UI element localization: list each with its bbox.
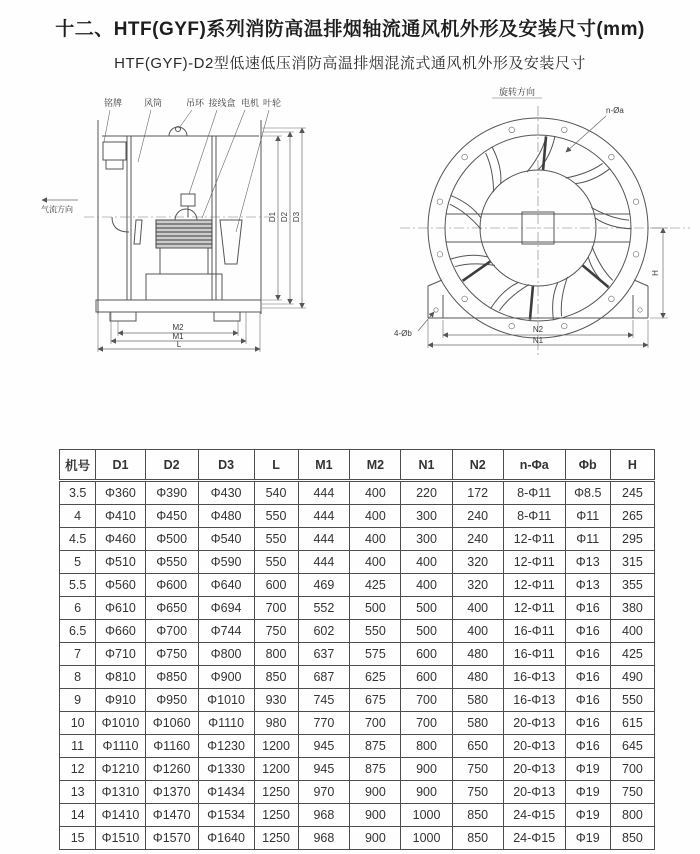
base-holes-label: 4-Øb xyxy=(394,329,412,338)
table-cell: 900 xyxy=(350,804,401,827)
table-cell: 700 xyxy=(254,597,298,620)
column-header: H xyxy=(610,450,654,481)
table-cell: 550 xyxy=(350,620,401,643)
table-cell: Φ16 xyxy=(565,689,610,712)
table-cell: 490 xyxy=(610,666,654,689)
table-cell: 320 xyxy=(452,551,503,574)
d1-dim-label: D1 xyxy=(268,211,277,223)
table-cell: 295 xyxy=(610,528,654,551)
l-dim-label: L xyxy=(176,340,182,349)
nameplate xyxy=(103,142,126,169)
table-cell: Φ650 xyxy=(145,597,198,620)
table-cell: 220 xyxy=(401,481,452,505)
table-cell: Φ1410 xyxy=(96,804,145,827)
table-cell: 6.5 xyxy=(60,620,96,643)
table-cell: 1250 xyxy=(254,804,298,827)
table-cell: 425 xyxy=(350,574,401,597)
column-header: D2 xyxy=(145,450,198,481)
table-cell: Φ19 xyxy=(565,781,610,804)
table-cell: 550 xyxy=(254,551,298,574)
table-cell: Φ1210 xyxy=(96,758,145,781)
table-cell: 945 xyxy=(298,758,350,781)
rotation-direction-label: 旋转方向 xyxy=(498,87,536,97)
table-cell: 444 xyxy=(298,505,350,528)
table-cell: 12-Φ11 xyxy=(503,597,565,620)
table-cell: 8-Φ11 xyxy=(503,481,565,505)
bolt-holes-label: n-Øa xyxy=(606,106,624,115)
table-cell: 800 xyxy=(401,735,452,758)
table-cell: 750 xyxy=(452,781,503,804)
table-cell: 5.5 xyxy=(60,574,96,597)
base-dimensions xyxy=(428,320,648,348)
table-cell: 300 xyxy=(401,505,452,528)
impeller-label: 叶轮 xyxy=(262,98,282,108)
airflow-label: 气流方向 xyxy=(41,205,73,214)
table-cell: 900 xyxy=(350,827,401,850)
table-cell: 875 xyxy=(350,758,401,781)
table-cell: 4.5 xyxy=(60,528,96,551)
table-cell: Φ19 xyxy=(565,804,610,827)
bolt-holes-callout xyxy=(566,106,624,152)
table-cell: 875 xyxy=(350,735,401,758)
lifting-ring-label: 吊环 xyxy=(185,98,205,108)
table-cell: 245 xyxy=(610,481,654,505)
table-cell: 5 xyxy=(60,551,96,574)
table-cell: 550 xyxy=(610,689,654,712)
column-header: M2 xyxy=(350,450,401,481)
d3-dim-label: D3 xyxy=(292,211,301,223)
table-cell: Φ610 xyxy=(96,597,145,620)
table-cell: Φ16 xyxy=(565,643,610,666)
mounting-base xyxy=(96,300,261,321)
table-cell: 6 xyxy=(60,597,96,620)
table-cell: Φ390 xyxy=(145,481,198,505)
column-header: D3 xyxy=(198,450,254,481)
table-cell: 10 xyxy=(60,712,96,735)
table-cell: 700 xyxy=(350,712,401,735)
table-cell: 700 xyxy=(401,689,452,712)
table-row xyxy=(60,528,655,551)
table-cell: 400 xyxy=(350,551,401,574)
table-cell: 602 xyxy=(298,620,350,643)
leader-lines xyxy=(104,110,269,232)
table-cell: 320 xyxy=(452,574,503,597)
side-view-drawing xyxy=(26,84,371,376)
table-cell: 600 xyxy=(401,643,452,666)
table-row xyxy=(60,551,655,574)
duct-label: 风筒 xyxy=(143,98,163,108)
table-cell: 12-Φ11 xyxy=(503,528,565,551)
table-cell: 469 xyxy=(298,574,350,597)
table-row xyxy=(60,643,655,666)
n2-dim-label: N2 xyxy=(532,325,544,334)
table-row xyxy=(60,804,655,827)
table-cell: 645 xyxy=(610,735,654,758)
table-cell: 400 xyxy=(350,481,401,505)
table-cell: Φ1010 xyxy=(198,689,254,712)
table-cell: 700 xyxy=(401,712,452,735)
m1-dim-label: M1 xyxy=(172,332,184,341)
table-cell: 265 xyxy=(610,505,654,528)
table-cell: 500 xyxy=(401,597,452,620)
table-cell: 444 xyxy=(298,481,350,505)
table-cell: 900 xyxy=(350,781,401,804)
table-cell: 850 xyxy=(452,804,503,827)
table-cell: Φ410 xyxy=(96,505,145,528)
table-cell: 850 xyxy=(254,666,298,689)
h-dim-label: H xyxy=(651,270,660,276)
table-cell: Φ1160 xyxy=(145,735,198,758)
header-row xyxy=(60,450,655,481)
table-row xyxy=(60,735,655,758)
junction-box xyxy=(181,194,195,217)
table-cell: Φ1330 xyxy=(198,758,254,781)
column-header: N1 xyxy=(401,450,452,481)
table-cell: Φ800 xyxy=(198,643,254,666)
table-cell: Φ16 xyxy=(565,735,610,758)
page-subtitle: HTF(GYF)-D2型低速低压消防高温排烟混流式通风机外形及安装尺寸 xyxy=(114,55,586,72)
table-cell: 400 xyxy=(610,620,654,643)
table-cell: 945 xyxy=(298,735,350,758)
spec-table xyxy=(59,449,655,850)
table-row xyxy=(60,758,655,781)
table-cell: 16-Φ13 xyxy=(503,666,565,689)
table-cell: 300 xyxy=(401,528,452,551)
table-cell: 1000 xyxy=(401,804,452,827)
table-cell: Φ950 xyxy=(145,689,198,712)
table-cell: Φ11 xyxy=(565,528,610,551)
table-cell: Φ510 xyxy=(96,551,145,574)
table-cell: 8 xyxy=(60,666,96,689)
column-header: Φb xyxy=(565,450,610,481)
table-cell: 444 xyxy=(298,528,350,551)
table-cell: Φ900 xyxy=(198,666,254,689)
table-cell: 1250 xyxy=(254,781,298,804)
diameter-dimensions xyxy=(262,128,306,308)
table-cell: 1000 xyxy=(401,827,452,850)
table-cell: Φ1470 xyxy=(145,804,198,827)
table-cell: 400 xyxy=(350,528,401,551)
table-cell: Φ744 xyxy=(198,620,254,643)
table-cell: 750 xyxy=(452,758,503,781)
table-cell: 16-Φ11 xyxy=(503,620,565,643)
table-cell: 11 xyxy=(60,735,96,758)
table-cell: 240 xyxy=(452,505,503,528)
table-cell: 580 xyxy=(452,689,503,712)
table-cell: 650 xyxy=(452,735,503,758)
table-cell: 1250 xyxy=(254,827,298,850)
table-row xyxy=(60,666,655,689)
table-row xyxy=(60,620,655,643)
table-cell: 444 xyxy=(298,551,350,574)
table-cell: Φ1434 xyxy=(198,781,254,804)
table-cell: Φ540 xyxy=(198,528,254,551)
table-cell: 355 xyxy=(610,574,654,597)
table-cell: 24-Φ15 xyxy=(503,804,565,827)
table-cell: 480 xyxy=(452,643,503,666)
table-cell: Φ700 xyxy=(145,620,198,643)
table-cell: Φ500 xyxy=(145,528,198,551)
table-cell: 600 xyxy=(401,666,452,689)
table-cell: 3.5 xyxy=(60,481,96,505)
spec-table-body xyxy=(60,481,655,850)
table-cell: 850 xyxy=(610,827,654,850)
table-cell: Φ11 xyxy=(565,505,610,528)
table-cell: Φ600 xyxy=(145,574,198,597)
table-cell: Φ590 xyxy=(198,551,254,574)
table-cell: Φ16 xyxy=(565,666,610,689)
table-cell: Φ8.5 xyxy=(565,481,610,505)
table-cell: 552 xyxy=(298,597,350,620)
table-cell: 750 xyxy=(254,620,298,643)
m2-dim-label: M2 xyxy=(172,323,184,332)
table-cell: 900 xyxy=(401,781,452,804)
spec-table-head xyxy=(60,450,655,481)
table-cell: Φ13 xyxy=(565,574,610,597)
table-cell: 1200 xyxy=(254,735,298,758)
table-cell: 16-Φ13 xyxy=(503,689,565,712)
table-cell: 9 xyxy=(60,689,96,712)
table-cell: 20-Φ13 xyxy=(503,781,565,804)
table-row xyxy=(60,827,655,850)
table-cell: Φ1310 xyxy=(96,781,145,804)
table-row xyxy=(60,505,655,528)
table-cell: Φ694 xyxy=(198,597,254,620)
table-cell: 550 xyxy=(254,505,298,528)
lifting-ring xyxy=(169,127,187,137)
table-cell: 172 xyxy=(452,481,503,505)
table-cell: Φ560 xyxy=(96,574,145,597)
table-cell: Φ16 xyxy=(565,712,610,735)
table-cell: Φ1510 xyxy=(96,827,145,850)
table-cell: 968 xyxy=(298,827,350,850)
table-cell: Φ710 xyxy=(96,643,145,666)
table-cell: 575 xyxy=(350,643,401,666)
table-cell: Φ1010 xyxy=(96,712,145,735)
table-cell: 12-Φ11 xyxy=(503,574,565,597)
table-cell: 1200 xyxy=(254,758,298,781)
column-header: D1 xyxy=(96,450,145,481)
table-cell: 637 xyxy=(298,643,350,666)
table-cell: Φ1110 xyxy=(96,735,145,758)
table-cell: 13 xyxy=(60,781,96,804)
table-cell: Φ1570 xyxy=(145,827,198,850)
table-cell: 15 xyxy=(60,827,96,850)
n1-dim-label: N1 xyxy=(532,336,544,345)
table-cell: 400 xyxy=(401,574,452,597)
table-cell: Φ810 xyxy=(96,666,145,689)
table-cell: Φ850 xyxy=(145,666,198,689)
table-cell: 20-Φ13 xyxy=(503,712,565,735)
table-cell: 580 xyxy=(452,712,503,735)
table-cell: Φ1060 xyxy=(145,712,198,735)
table-cell: 675 xyxy=(350,689,401,712)
table-cell: 700 xyxy=(610,758,654,781)
table-row xyxy=(60,481,655,505)
table-row xyxy=(60,781,655,804)
front-view-drawing xyxy=(392,82,697,378)
table-cell: 24-Φ15 xyxy=(503,827,565,850)
table-cell: Φ1640 xyxy=(198,827,254,850)
table-cell: 12-Φ11 xyxy=(503,551,565,574)
table-cell: Φ480 xyxy=(198,505,254,528)
table-row xyxy=(60,597,655,620)
table-row xyxy=(60,689,655,712)
table-cell: 20-Φ13 xyxy=(503,758,565,781)
nameplate-label: 铭牌 xyxy=(103,98,123,108)
motor-label: 电机 xyxy=(240,98,260,108)
table-cell: 930 xyxy=(254,689,298,712)
table-cell: 400 xyxy=(452,597,503,620)
table-cell: 8-Φ11 xyxy=(503,505,565,528)
table-cell: 540 xyxy=(254,481,298,505)
table-cell: Φ430 xyxy=(198,481,254,505)
table-cell: 425 xyxy=(610,643,654,666)
table-cell: 980 xyxy=(254,712,298,735)
table-cell: 14 xyxy=(60,804,96,827)
table-cell: 16-Φ11 xyxy=(503,643,565,666)
table-cell: 380 xyxy=(610,597,654,620)
column-header: N2 xyxy=(452,450,503,481)
table-cell: Φ550 xyxy=(145,551,198,574)
table-cell: 12 xyxy=(60,758,96,781)
table-cell: Φ16 xyxy=(565,620,610,643)
table-cell: Φ13 xyxy=(565,551,610,574)
table-cell: 600 xyxy=(254,574,298,597)
table-cell: Φ460 xyxy=(96,528,145,551)
length-dimensions xyxy=(98,312,260,352)
table-cell: 625 xyxy=(350,666,401,689)
table-cell: 800 xyxy=(610,804,654,827)
table-cell: 900 xyxy=(401,758,452,781)
table-cell: Φ450 xyxy=(145,505,198,528)
table-cell: 615 xyxy=(610,712,654,735)
column-header: L xyxy=(254,450,298,481)
table-cell: 745 xyxy=(298,689,350,712)
table-cell: 500 xyxy=(350,597,401,620)
table-cell: 500 xyxy=(401,620,452,643)
column-header: 机号 xyxy=(60,450,96,481)
table-cell: 550 xyxy=(254,528,298,551)
table-cell: 850 xyxy=(452,827,503,850)
table-cell: 20-Φ13 xyxy=(503,735,565,758)
table-cell: Φ750 xyxy=(145,643,198,666)
height-dimension xyxy=(650,228,668,318)
motor xyxy=(156,209,212,248)
table-row xyxy=(60,712,655,735)
table-cell: Φ1260 xyxy=(145,758,198,781)
junction-box-label: 接线盒 xyxy=(208,98,236,108)
table-cell: 750 xyxy=(610,781,654,804)
table-cell: 400 xyxy=(401,551,452,574)
d2-dim-label: D2 xyxy=(280,211,289,223)
table-cell: 400 xyxy=(350,505,401,528)
column-header: n-Φa xyxy=(503,450,565,481)
table-cell: Φ660 xyxy=(96,620,145,643)
table-cell: 480 xyxy=(452,666,503,689)
airflow-direction xyxy=(41,200,78,214)
table-cell: Φ1230 xyxy=(198,735,254,758)
table-cell: Φ640 xyxy=(198,574,254,597)
column-header: M1 xyxy=(298,450,350,481)
table-row xyxy=(60,574,655,597)
table-cell: 770 xyxy=(298,712,350,735)
table-cell: 315 xyxy=(610,551,654,574)
table-cell: Φ1110 xyxy=(198,712,254,735)
table-cell: 970 xyxy=(298,781,350,804)
table-cell: Φ1534 xyxy=(198,804,254,827)
table-cell: Φ1370 xyxy=(145,781,198,804)
table-cell: 968 xyxy=(298,804,350,827)
table-cell: 800 xyxy=(254,643,298,666)
table-cell: 400 xyxy=(452,620,503,643)
page-title: 十二、HTF(GYF)系列消防高温排烟轴流通风机外形及安装尺寸(mm) xyxy=(55,19,645,40)
table-cell: 240 xyxy=(452,528,503,551)
table-cell: 4 xyxy=(60,505,96,528)
table-cell: Φ19 xyxy=(565,827,610,850)
table-cell: Φ16 xyxy=(565,597,610,620)
table-cell: Φ360 xyxy=(96,481,145,505)
table-cell: 7 xyxy=(60,643,96,666)
table-cell: 687 xyxy=(298,666,350,689)
table-cell: Φ910 xyxy=(96,689,145,712)
table-cell: Φ19 xyxy=(565,758,610,781)
